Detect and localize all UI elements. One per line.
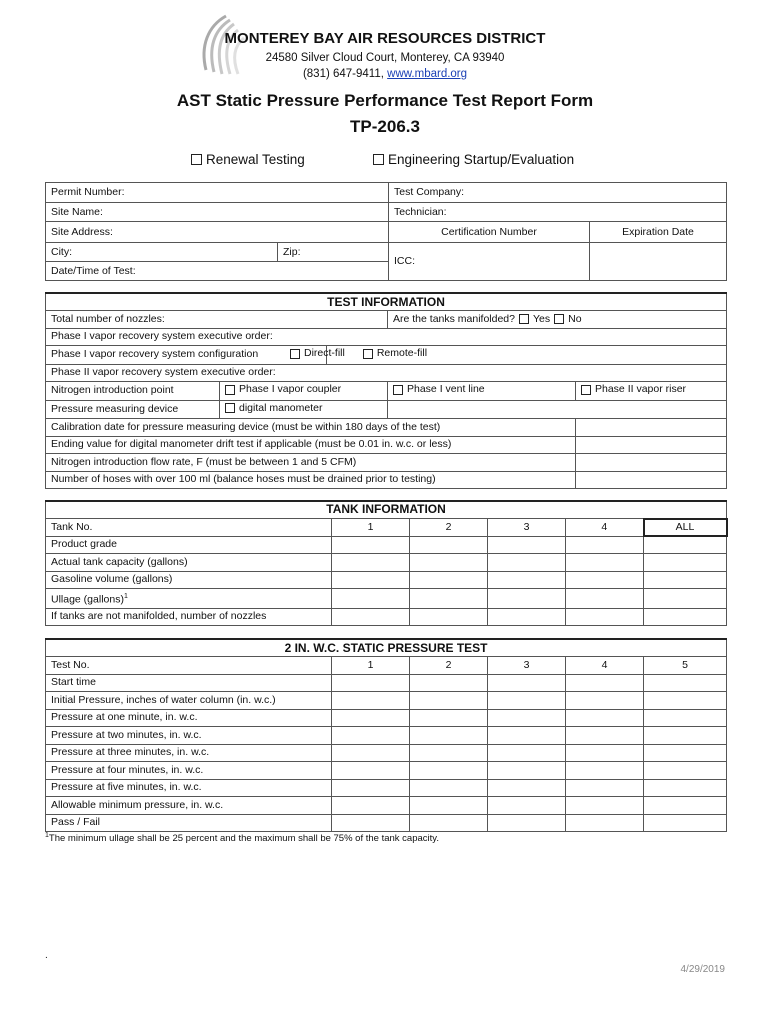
ending-value-field[interactable]: [576, 436, 727, 454]
hoses-field[interactable]: [576, 471, 727, 489]
city-field[interactable]: City:: [46, 243, 278, 262]
manifolded-field: [388, 311, 727, 329]
exec-order-field[interactable]: Phase I vapor recovery system executive order:: [46, 328, 727, 346]
icc-field[interactable]: ICC:: [389, 243, 590, 281]
engineering-checkbox[interactable]: [373, 154, 384, 165]
footnote-number: 1: [45, 832, 49, 839]
manifolded-question: Are the tanks manifolded?: [393, 312, 515, 325]
no-label: No: [568, 312, 582, 325]
yes-label: Yes: [533, 312, 551, 325]
flow-rate-label: Nitrogen introduction flow rate, F (must be between 1 and 5 CFM): [46, 454, 576, 472]
test-row-label: Pass / Fail: [46, 814, 332, 832]
test-row-label: Initial Pressure, inches of water column (in. w.c.): [46, 692, 332, 710]
tank-col-2: 2: [410, 519, 488, 537]
table-row: [46, 797, 727, 815]
site-name-field[interactable]: Site Name:: [46, 203, 389, 222]
table-row: [46, 762, 727, 780]
test-col-3: 3: [488, 657, 566, 675]
technician-field[interactable]: Technician:: [389, 203, 727, 222]
table-row: [46, 554, 727, 572]
permit-number-field[interactable]: Permit Number:: [46, 183, 389, 203]
table-row: [46, 536, 727, 554]
test-company-field[interactable]: Test Company:: [389, 183, 727, 203]
tank-col-1: 1: [332, 519, 410, 537]
datetime-field[interactable]: Date/Time of Test:: [46, 262, 389, 281]
table-row: [46, 814, 727, 832]
n2-point-label: Nitrogen introduction point: [46, 382, 220, 401]
test-information-heading: TEST INFORMATION: [46, 293, 727, 311]
ullage-footnote: [45, 832, 439, 844]
test-col-5: 5: [644, 657, 727, 675]
renewal-label: Renewal Testing: [206, 152, 305, 167]
table-row: [46, 709, 727, 727]
table-row: [46, 674, 727, 692]
tank-row-label: If tanks are not manifolded, number of nozzles: [46, 608, 332, 626]
test-row-label: Pressure at five minutes, in. w.c.: [46, 779, 332, 797]
calibration-field[interactable]: [576, 419, 727, 437]
pressure-test-heading: 2 IN. W.C. STATIC PRESSURE TEST: [46, 639, 727, 657]
revision-date: 4/29/2019: [680, 964, 725, 975]
test-col-1: 1: [332, 657, 410, 675]
test-row-label: Start time: [46, 674, 332, 692]
flow-rate-field[interactable]: [576, 454, 727, 472]
n2-vent-option[interactable]: [388, 382, 576, 401]
phase1-vent-checkbox[interactable]: [393, 385, 403, 395]
tank-information-table: [45, 500, 728, 626]
remote-fill-checkbox[interactable]: [363, 349, 373, 359]
n2-coupler-option[interactable]: [220, 382, 388, 401]
static-pressure-test-table: [45, 638, 727, 832]
ending-value-label: Ending value for digital manometer drift test if applicable (must be 0.01 in. w.c. or less): [46, 436, 576, 454]
district-phone: (831) 647-9411,: [302, 68, 388, 80]
test-col-4: 4: [566, 657, 644, 675]
manifolded-yes-checkbox[interactable]: [519, 314, 529, 324]
footer-dot: .: [45, 950, 48, 961]
ullage-label: Ullage (gallons): [51, 593, 124, 606]
ullage-footnote-ref: 1: [123, 593, 128, 600]
phase1-coupler-label: Phase I vapor coupler: [239, 383, 342, 395]
remote-fill-label: Remote-fill: [376, 347, 428, 359]
renewal-option[interactable]: [191, 152, 305, 167]
config-label: Phase I vapor recovery system configuration: [46, 346, 327, 365]
renewal-checkbox[interactable]: [191, 154, 202, 165]
table-row: [46, 744, 727, 762]
tank-col-4: 4: [566, 519, 644, 537]
district-name: MONTEREY BAY AIR RESOURCES DISTRICT: [224, 30, 546, 47]
pressure-device-label: Pressure measuring device: [46, 400, 220, 419]
test-col-2: 2: [410, 657, 488, 675]
phase2-order-field[interactable]: Phase II vapor recovery system executive order:: [46, 364, 727, 382]
test-row-label: Allowable minimum pressure, in. w.c.: [46, 797, 332, 815]
tank-row-label: Product grade: [46, 536, 332, 554]
digital-manometer-label: digital manometer: [239, 401, 323, 414]
district-address: 24580 Silver Cloud Court, Monterey, CA 93940: [265, 52, 505, 64]
direct-fill-checkbox[interactable]: [290, 349, 300, 359]
manifolded-no-checkbox[interactable]: [554, 314, 564, 324]
phase2-riser-checkbox[interactable]: [581, 385, 591, 395]
phase1-vent-label: Phase I vent line: [407, 383, 485, 395]
form-title: AST Static Pressure Performance Test Report Form: [176, 91, 594, 110]
table-row: [46, 608, 727, 626]
certification-number-header: Certification Number: [389, 222, 590, 243]
form-subtitle: TP-206.3: [350, 117, 420, 136]
hoses-label: Number of hoses with over 100 ml (balance hoses must be drained prior to testing): [46, 471, 576, 489]
tank-col-3: 3: [488, 519, 566, 537]
district-contact: [0, 68, 770, 80]
site-info-table: [45, 182, 727, 281]
table-row: [46, 589, 727, 609]
config-options: [304, 346, 727, 365]
table-row: [46, 692, 727, 710]
phase1-coupler-checkbox[interactable]: [225, 385, 235, 395]
nozzles-field[interactable]: Total number of nozzles:: [46, 311, 388, 329]
tank-no-label: Tank No.: [46, 519, 332, 537]
tank-col-all: ALL: [644, 519, 727, 537]
engineering-option[interactable]: [373, 152, 574, 167]
footnote-text: The minimum ullage shall be 25 percent and the maximum shall be 75% of the tank capacity.: [48, 833, 439, 845]
n2-riser-option[interactable]: [576, 382, 727, 401]
test-no-label: Test No.: [46, 657, 332, 675]
zip-field[interactable]: Zip:: [278, 243, 389, 262]
phase2-riser-label: Phase II vapor riser: [595, 383, 687, 395]
test-information-table: [45, 292, 727, 489]
tank-row-label: Gasoline volume (gallons): [46, 571, 332, 589]
expiration-date-field[interactable]: [590, 243, 727, 281]
tank-row-label: Actual tank capacity (gallons): [46, 554, 332, 572]
site-address-field[interactable]: Site Address:: [46, 222, 389, 243]
table-row: [46, 571, 727, 589]
pressure-device-field[interactable]: [388, 400, 727, 419]
test-row-label: Pressure at two minutes, in. w.c.: [46, 727, 332, 745]
tank-row-ullage: [46, 589, 332, 609]
manometer-option[interactable]: [220, 400, 388, 419]
test-row-label: Pressure at four minutes, in. w.c.: [46, 762, 332, 780]
direct-fill-label: Direct-fill: [304, 347, 345, 359]
table-row: [46, 779, 727, 797]
engineering-label: Engineering Startup/Evaluation: [388, 152, 575, 167]
test-row-label: Pressure at three minutes, in. w.c.: [46, 744, 332, 762]
website-link[interactable]: www.mbard.org: [387, 68, 468, 80]
test-row-label: Pressure at one minute, in. w.c.: [46, 709, 332, 727]
tank-information-heading: TANK INFORMATION: [46, 501, 727, 519]
table-row: [46, 727, 727, 745]
calibration-label: Calibration date for pressure measuring device (must be within 180 days of the test): [46, 419, 576, 437]
expiration-date-header: Expiration Date: [590, 222, 727, 243]
digital-manometer-checkbox[interactable]: [225, 403, 235, 413]
